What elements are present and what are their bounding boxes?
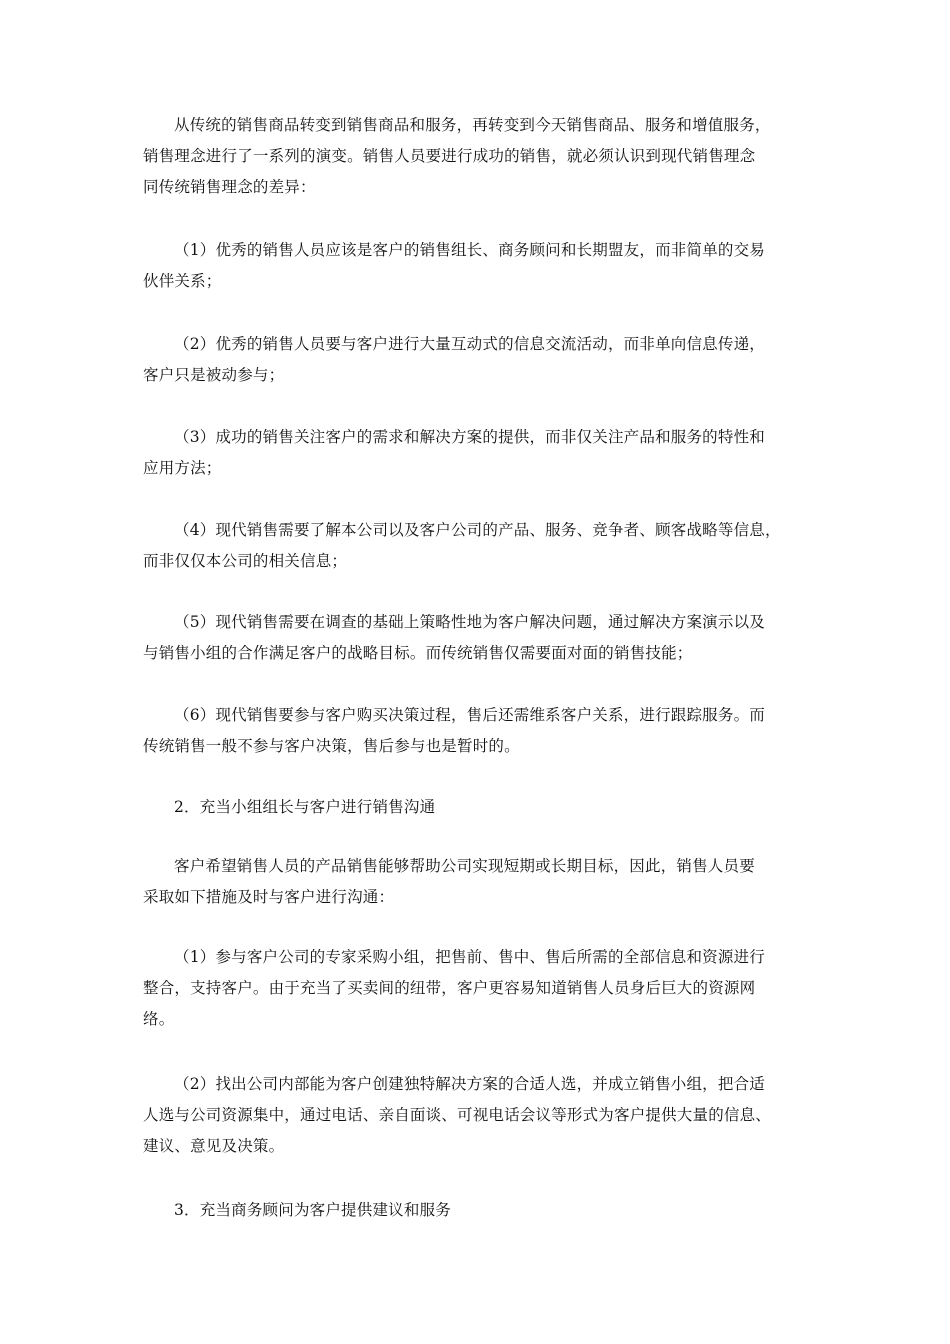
paragraph-line: （1）优秀的销售人员应该是客户的销售组长、商务顾问和长期盟友，而非简单的交易 (174, 241, 765, 259)
paragraph-line: 应用方法； (143, 459, 222, 477)
paragraph-line: 与销售小组的合作满足客户的战略目标。而传统销售仅需要面对面的销售技能； (143, 644, 693, 662)
paragraph-line: （5）现代销售需要在调查的基础上策略性地为客户解决问题，通过解决方案演示以及 (174, 613, 765, 631)
list-item-difference-1 (143, 235, 823, 297)
paragraph-line: 人选与公司资源集中，通过电话、亲自面谈、可视电话会议等形式为客户提供大量的信息、 (143, 1106, 772, 1124)
paragraph-line: 络。 (143, 1010, 175, 1028)
paragraph-communication (143, 851, 823, 913)
section-heading-text: 3．充当商务顾问为客户提供建议和服务 (174, 1201, 451, 1219)
paragraph-line: 伙伴关系； (143, 272, 222, 290)
list-item-difference-3 (143, 422, 823, 484)
paragraph-line: 销售理念进行了一系列的演变。销售人员要进行成功的销售，就必须认识到现代销售理念 (143, 147, 756, 165)
section-heading-text: 2．充当小组组长与客户进行销售沟通 (174, 798, 436, 816)
paragraph-line: 从传统的销售商品转变到销售商品和服务，再转变到今天销售商品、服务和增值服务， (174, 116, 771, 134)
paragraph-line: 采取如下措施及时与客户进行沟通： (143, 888, 395, 906)
paragraph-line: 建议、意见及决策。 (143, 1137, 285, 1155)
paragraph-line: 客户希望销售人员的产品销售能够帮助公司实现短期或长期目标，因此，销售人员要 (174, 857, 755, 875)
paragraph-line: 传统销售一般不参与客户决策，售后参与也是暂时的。 (143, 737, 520, 755)
paragraph-line: 客户只是被动参与； (143, 366, 285, 384)
paragraph-line: 整合，支持客户。由于充当了买卖间的纽带，客户更容易知道销售人员身后巨大的资源网 (143, 979, 756, 997)
paragraph-line: 同传统销售理念的差异： (143, 178, 316, 196)
paragraph-line: （3）成功的销售关注客户的需求和解决方案的提供，而非仅关注产品和服务的特性和 (174, 428, 765, 446)
section-heading-3 (143, 1195, 823, 1226)
paragraph-line: （2）找出公司内部能为客户创建独特解决方案的合适人选，并成立销售小组，把合适 (174, 1075, 765, 1093)
paragraph-line: （4）现代销售需要了解本公司以及客户公司的产品、服务、竞争者、顾客战略等信息， (174, 521, 781, 539)
paragraph-line: 而非仅仅本公司的相关信息； (143, 552, 348, 570)
list-item-measure-1 (143, 942, 823, 1035)
paragraph-line: （1）参与客户公司的专家采购小组，把售前、售中、售后所需的全部信息和资源进行 (174, 948, 765, 966)
list-item-difference-2 (143, 329, 823, 391)
list-item-measure-2 (143, 1069, 823, 1162)
paragraph-intro (143, 110, 823, 203)
paragraph-line: （2）优秀的销售人员要与客户进行大量互动式的信息交流活动，而非单向信息传递， (174, 335, 765, 353)
list-item-difference-5 (143, 607, 823, 669)
paragraph-line: （6）现代销售要参与客户购买决策过程，售后还需维系客户关系，进行跟踪服务。而 (174, 706, 765, 724)
section-heading-2 (143, 792, 823, 823)
list-item-difference-4 (143, 515, 823, 577)
list-item-difference-6 (143, 700, 823, 762)
